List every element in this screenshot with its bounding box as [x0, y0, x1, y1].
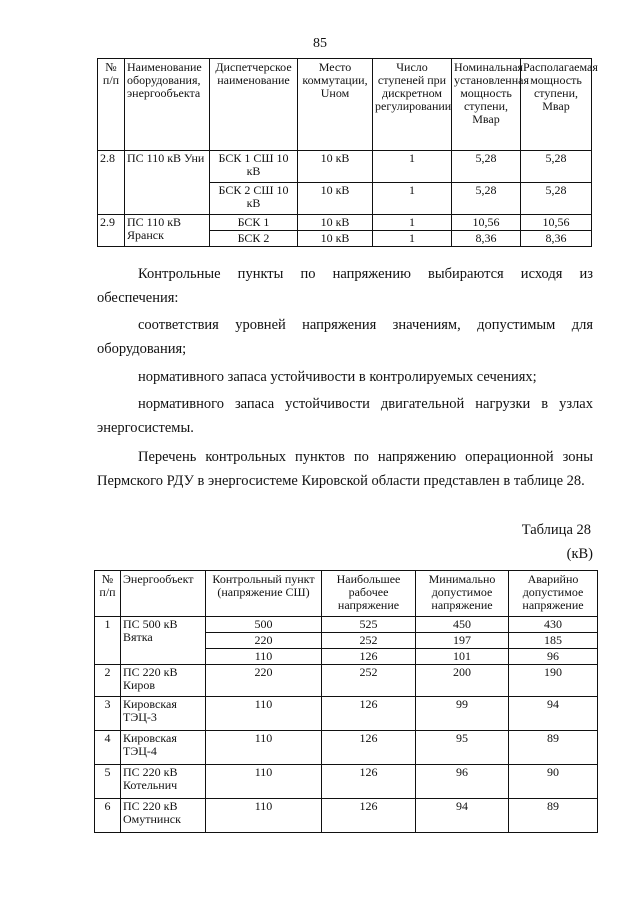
row-emerg: 185 — [509, 633, 598, 649]
row-point: 110 — [206, 649, 322, 665]
table-row — [95, 697, 598, 731]
row-num: 3 — [95, 697, 121, 731]
paragraph-stability-sections: нормативного запаса устойчивости в контролируемых сечениях; — [138, 369, 537, 385]
row-emerg: 89 — [509, 799, 598, 833]
row-emerg: 90 — [509, 765, 598, 799]
row-emerg: 89 — [509, 731, 598, 765]
row-max: 252 — [322, 665, 416, 697]
row-nominal: 5,28 — [452, 151, 521, 183]
table-row — [95, 799, 598, 833]
row-point: 220 — [206, 665, 322, 697]
row-steps: 1 — [373, 215, 452, 231]
table-caption: Таблица 28 — [521, 522, 591, 538]
row-object: Кировская ТЭЦ-4 — [121, 731, 206, 765]
header-object: Наименование оборудования, энергообъекта — [125, 59, 210, 151]
row-name: БСК 2 СШ 10 кВ — [210, 183, 298, 215]
row-point: 220 — [206, 633, 322, 649]
row-object: ПС 220 кВ Омутнинск — [121, 799, 206, 833]
row-min: 200 — [416, 665, 509, 697]
header-min-voltage: Минимально допустимое напряжение — [416, 571, 509, 617]
row-max: 252 — [322, 633, 416, 649]
page-number: 85 — [313, 36, 327, 51]
header-steps: Число ступеней при дискретном регулировании — [373, 59, 452, 151]
row-object: ПС 220 кВ Котельнич — [121, 765, 206, 799]
row-name: БСК 2 — [210, 231, 298, 247]
row-emerg: 96 — [509, 649, 598, 665]
row-min: 95 — [416, 731, 509, 765]
row-voltage: 10 кВ — [298, 215, 373, 231]
row-num: 2.9 — [98, 215, 125, 247]
row-point: 110 — [206, 731, 322, 765]
row-object: ПС 110 кВ Яранск — [125, 215, 210, 247]
row-max: 126 — [322, 731, 416, 765]
paragraph-control-points: Контрольные пункты по напряжению выбираются исходя из обеспечения: — [97, 266, 593, 306]
equipment-table — [97, 58, 598, 247]
header-emergency-voltage: Аварийно допустимое напряжение — [509, 571, 598, 617]
table-row — [95, 665, 598, 697]
row-available: 5,28 — [521, 151, 592, 183]
table-row — [98, 215, 592, 231]
row-num: 2 — [95, 665, 121, 697]
row-nominal: 8,36 — [452, 231, 521, 247]
table-row — [98, 151, 592, 183]
row-point: 110 — [206, 799, 322, 833]
row-object: ПС 220 кВ Киров — [121, 665, 206, 697]
header-nominal: Номинальная установленная мощность ступени, Мвар — [452, 59, 521, 151]
table-header-row — [95, 571, 598, 617]
header-num: № п/п — [98, 59, 125, 151]
header-control-point: Контрольный пункт (напряжение СШ) — [206, 571, 322, 617]
table-unit: (кВ) — [566, 546, 593, 562]
header-max-voltage: Наибольшее рабочее напряжение — [322, 571, 416, 617]
row-num: 5 — [95, 765, 121, 799]
control-points-table — [94, 570, 598, 833]
paragraph-list-reference: Перечень контрольных пунктов по напряжению операционной зоны Пермского РДУ в энергосистеме Кировской области представлен в таблице 28. — [97, 449, 593, 489]
row-max: 126 — [322, 765, 416, 799]
row-max: 126 — [322, 799, 416, 833]
header-available: Располагаемая мощность ступени, Мвар — [521, 59, 592, 151]
paragraph-motor-load: нормативного запаса устойчивости двигательной нагрузки в узлах энергосистемы. — [97, 396, 593, 436]
row-min: 101 — [416, 649, 509, 665]
row-min: 450 — [416, 617, 509, 633]
row-point: 500 — [206, 617, 322, 633]
row-point: 110 — [206, 765, 322, 799]
row-available: 5,28 — [521, 183, 592, 215]
row-steps: 1 — [373, 151, 452, 183]
row-num: 6 — [95, 799, 121, 833]
row-max: 126 — [322, 649, 416, 665]
table-row — [95, 617, 598, 633]
row-nominal: 5,28 — [452, 183, 521, 215]
row-emerg: 190 — [509, 665, 598, 697]
row-point: 110 — [206, 697, 322, 731]
row-emerg: 94 — [509, 697, 598, 731]
row-available: 10,56 — [521, 215, 592, 231]
row-name: БСК 1 — [210, 215, 298, 231]
row-min: 96 — [416, 765, 509, 799]
row-min: 197 — [416, 633, 509, 649]
table-row — [95, 731, 598, 765]
row-voltage: 10 кВ — [298, 183, 373, 215]
row-name: БСК 1 СШ 10 кВ — [210, 151, 298, 183]
row-voltage: 10 кВ — [298, 151, 373, 183]
row-available: 8,36 — [521, 231, 592, 247]
row-object: ПС 110 кВ Уни — [125, 151, 210, 215]
row-object: Кировская ТЭЦ-3 — [121, 697, 206, 731]
row-nominal: 10,56 — [452, 215, 521, 231]
row-steps: 1 — [373, 183, 452, 215]
row-max: 126 — [322, 697, 416, 731]
table-header-row — [98, 59, 592, 151]
header-dispatch-name: Диспетчерское наименование — [210, 59, 298, 151]
row-num: 2.8 — [98, 151, 125, 215]
header-object: Энергообъект — [121, 571, 206, 617]
row-max: 525 — [322, 617, 416, 633]
row-min: 94 — [416, 799, 509, 833]
row-steps: 1 — [373, 231, 452, 247]
row-voltage: 10 кВ — [298, 231, 373, 247]
row-emerg: 430 — [509, 617, 598, 633]
header-num: № п/п — [95, 571, 121, 617]
row-num: 4 — [95, 731, 121, 765]
row-min: 99 — [416, 697, 509, 731]
header-voltage: Место коммутации, Uном — [298, 59, 373, 151]
paragraph-voltage-levels: соответствия уровней напряжения значениям, допустимым для оборудования; — [97, 317, 593, 357]
table-row — [95, 765, 598, 799]
row-object: ПС 500 кВ Вятка — [121, 617, 206, 665]
row-num: 1 — [95, 617, 121, 665]
